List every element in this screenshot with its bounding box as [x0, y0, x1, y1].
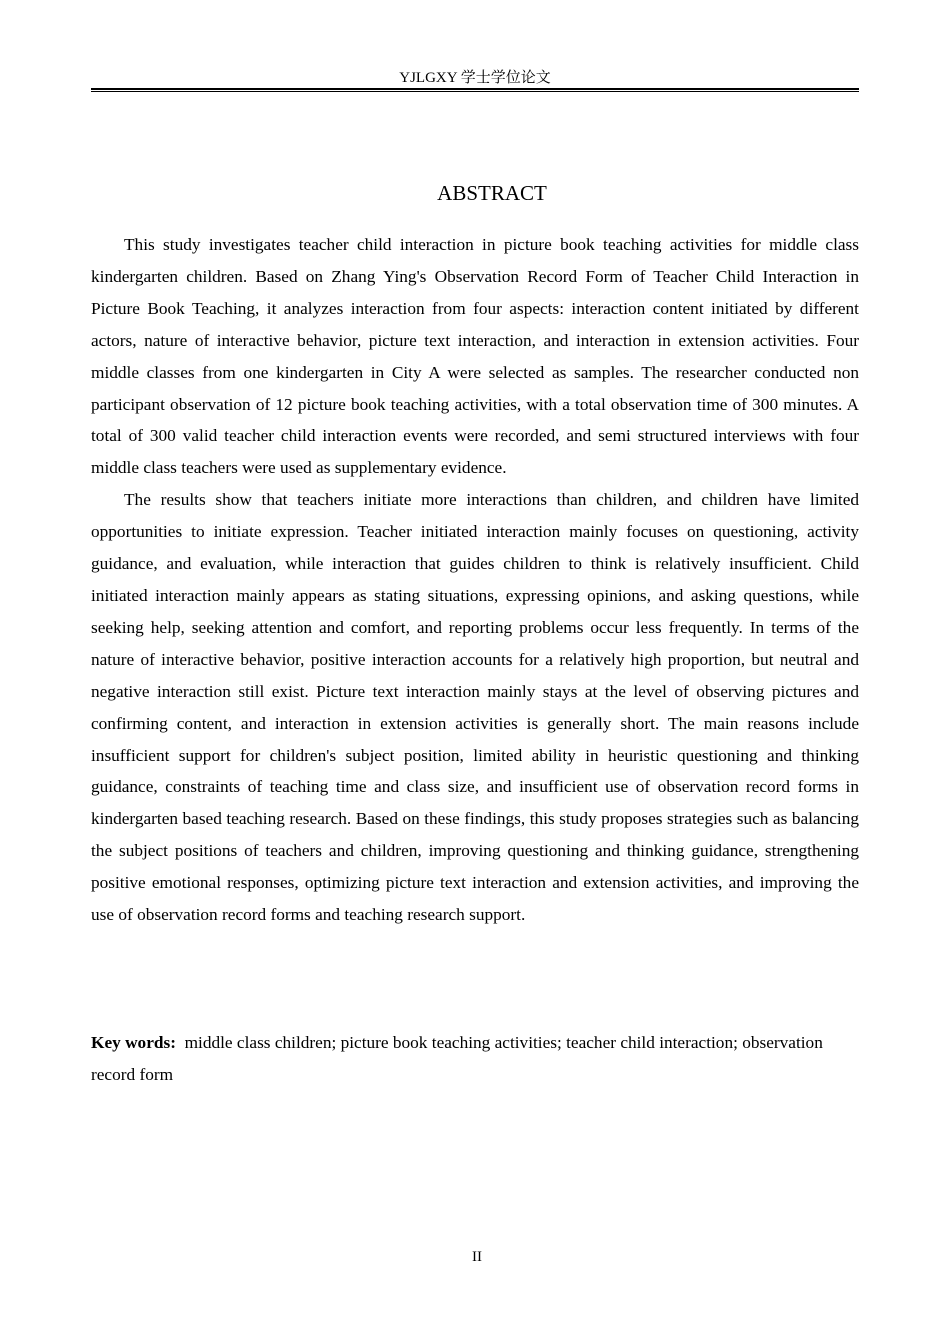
abstract-paragraph-2: The results show that teachers initiate more interactions than children, and children have limited opportunities to initiate expression. Teacher initiated interaction mainly focuses on questioning, activity guidance, and evaluation, while interaction that guides children to think is relatively insufficient. Child initiated interaction mainly appears as stating situations, expressing opinions, and asking questions, while seeking help, seeking attention and comfort, and reporting problems occur less frequently. In terms of the nature of interactive behavior, positive interaction accounts for a relatively high proportion, but neutral and negative interaction still exist. Picture text interaction mainly stays at the level of observing pictures and confirming content, and interaction in extension activities is generally short. The main reasons include insufficient support for children's subject position, limited ability in heuristic questioning and thinking guidance, constraints of teaching time and class size, and insufficient use of observation record forms in kindergarten based teaching research. Based on these findings, this study proposes strategies such as balancing the subject positions of teachers and children, improving questioning and thinking guidance, strengthening positive emotional responses, optimizing picture text interaction and extension activities, and improving the use of observation record forms and teaching research support.	[91, 490, 859, 925]
abstract-body	[91, 229, 859, 931]
running-header: YJLGXY 学士学位论文	[399, 70, 551, 86]
keywords-text: middle class children; picture book teaching activities; teacher child interaction; observation record form	[91, 1033, 823, 1084]
keywords	[91, 1027, 859, 1091]
page-number: II	[472, 1249, 482, 1265]
abstract-paragraph-1: This study investigates teacher child interaction in picture book teaching activities for middle class kindergarten children. Based on Zhang Ying's Observation Record Form of Teacher Child Interaction in Picture Book Teaching, it analyzes interaction from four aspects: interaction content initiated by different actors, nature of interactive behavior, picture text interaction, and interaction in extension activities. Four middle classes from one kindergarten in City A were selected as samples. The researcher conducted non participant observation of 12 picture book teaching activities, with a total observation time of 300 minutes. A total of 300 valid teacher child interaction events were recorded, and semi structured interviews with four middle class teachers were used as supplementary evidence.	[91, 235, 859, 478]
header-rule	[91, 88, 859, 90]
abstract-title: ABSTRACT	[437, 181, 547, 205]
keywords-label: Key words:	[91, 1033, 176, 1052]
header-rule-thin	[91, 91, 859, 92]
